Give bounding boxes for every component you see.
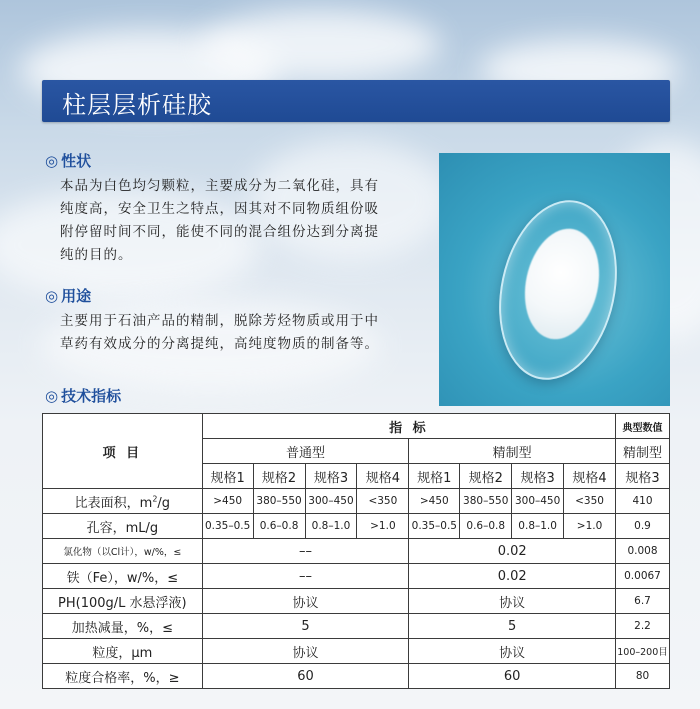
typical-cell: 2.2: [616, 614, 670, 639]
typical-cell: 0.9: [616, 514, 670, 539]
table-cell: 0.02: [409, 539, 616, 564]
spec-col: 规格4: [357, 464, 409, 489]
table-cell: 0.6–0.8: [253, 514, 305, 539]
table-row: [43, 489, 670, 514]
table-cell: 0.35–0.5: [409, 514, 460, 539]
table-cell: <350: [357, 489, 409, 514]
background-cloud: [200, 10, 440, 80]
table-cell: >1.0: [357, 514, 409, 539]
circle-bullet-icon: ◎: [45, 287, 59, 305]
spec-col: 规格1: [409, 464, 460, 489]
row-label: 加热减量，%，≤: [43, 614, 203, 639]
table-cell: 300–450: [305, 489, 357, 514]
table-cell: 0.8–1.0: [512, 514, 564, 539]
table-row: [43, 589, 670, 614]
specs-heading: ◎ 技术指标: [45, 387, 122, 405]
row-label: 粒度合格率，%，≥: [43, 664, 203, 689]
table-cell: 60: [202, 664, 409, 689]
table-cell: 300–450: [512, 489, 564, 514]
spec-table: [42, 413, 670, 689]
typical-cell: 80: [616, 664, 670, 689]
title-bar: [42, 80, 670, 122]
table-row: [43, 614, 670, 639]
spec-col: 规格3: [305, 464, 357, 489]
table-cell: 5: [409, 614, 616, 639]
row-label: 孔容，mL/g: [43, 514, 203, 539]
table-row: [43, 639, 670, 664]
group-refined: 精制型: [409, 439, 616, 464]
row-label: 粒度，μm: [43, 639, 203, 664]
table-cell: >1.0: [564, 514, 616, 539]
product-photo: [439, 153, 670, 406]
typical-col: 规格3: [616, 464, 670, 489]
table-cell: 协议: [409, 589, 616, 614]
table-cell: 0.02: [409, 564, 616, 589]
table-cell: >450: [409, 489, 460, 514]
table-row: [43, 414, 670, 439]
spec-col: 规格2: [460, 464, 512, 489]
usage-text: 主要用于石油产品的精制，脱除芳烃物质或用于中 草药有效成分的分离提纯，高纯度物质的制备等。: [60, 313, 379, 352]
typical-header: 典型数值: [616, 414, 670, 439]
table-row: [43, 564, 670, 589]
table-cell: 协议: [202, 589, 409, 614]
row-label: 铁（Fe），w/%，≤: [43, 564, 203, 589]
table-cell: 380–550: [253, 489, 305, 514]
table-cell: >450: [202, 489, 253, 514]
table-cell: 协议: [409, 639, 616, 664]
table-row: [43, 514, 670, 539]
row-label: PH(100g/L 水悬浮液): [43, 589, 203, 614]
table-row: [43, 539, 670, 564]
table-cell: 协议: [202, 639, 409, 664]
row-label: 比表面积，$m^2/g$: [43, 489, 203, 514]
table-cell: 0.6–0.8: [460, 514, 512, 539]
table-cell: 380–550: [460, 489, 512, 514]
table-cell: 0.8–1.0: [305, 514, 357, 539]
circle-bullet-icon: ◎: [45, 152, 59, 170]
spec-col: 规格2: [253, 464, 305, 489]
typical-cell: 0.0067: [616, 564, 670, 589]
table-row: [43, 664, 670, 689]
table-cell: 5: [202, 614, 409, 639]
spec-col: 规格1: [202, 464, 253, 489]
typical-cell: 6.7: [616, 589, 670, 614]
spec-col: 规格3: [512, 464, 564, 489]
table-cell: <350: [564, 489, 616, 514]
typical-group: 精制型: [616, 439, 670, 464]
row-label: 氯化物（以Cl计），w/%，≤: [43, 539, 203, 564]
table-cell: 0.35–0.5: [202, 514, 253, 539]
table-cell: 60: [409, 664, 616, 689]
usage-heading: ◎ 用途: [45, 287, 92, 305]
spec-col: 规格4: [564, 464, 616, 489]
typical-cell: 0.008: [616, 539, 670, 564]
page-title: 柱层层析硅胶: [62, 91, 212, 119]
typical-cell: 100–200目: [616, 639, 670, 664]
table-cell: ––: [202, 564, 409, 589]
properties-heading: ◎ 性状: [45, 152, 92, 170]
circle-bullet-icon: ◎: [45, 387, 59, 405]
properties-text: 本品为白色均匀颗粒，主要成分为二氧化硅，具有 纯度高，安全卫生之特点，因其对不同物质组份吸 附停留时间不同，能使不同的混合组份达到分离提 纯的目的。: [60, 178, 379, 263]
typical-cell: 410: [616, 489, 670, 514]
table-cell: ––: [202, 539, 409, 564]
group-normal: 普通型: [202, 439, 409, 464]
index-header: 指 标: [202, 414, 615, 439]
item-header: 项 目: [43, 414, 203, 489]
